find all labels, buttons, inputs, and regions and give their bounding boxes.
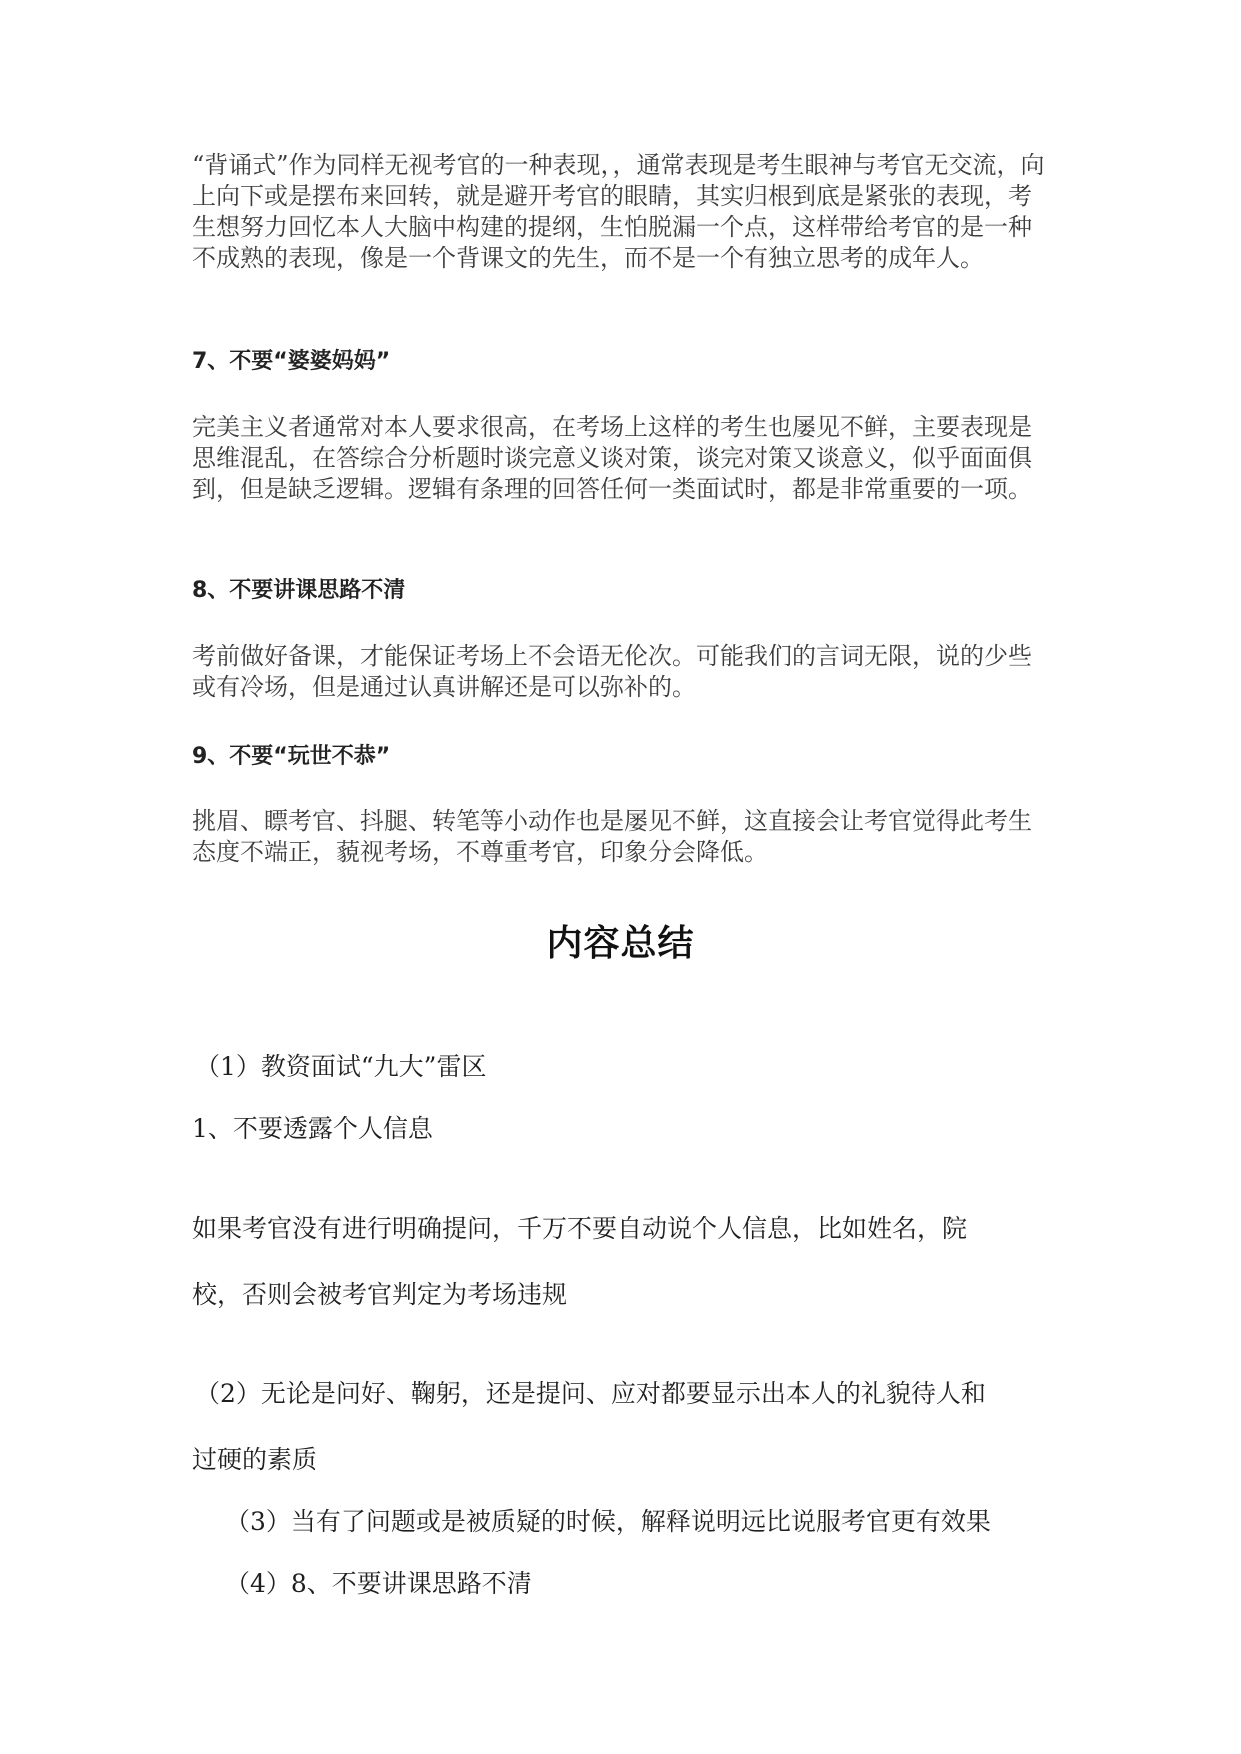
- section-8-heading: 8、不要讲课思路不清: [192, 578, 406, 603]
- summary-item-3: （3）当有了问题或是被质疑的时候，解释说明远比说服考官更有效果: [225, 1507, 991, 1536]
- section-9-heading: 9、不要“玩世不恭”: [192, 744, 391, 769]
- summary-item-2-line-2: 过硬的素质: [192, 1445, 318, 1474]
- section-8-paragraph: 考前做好备课，才能保证考场上不会语无伦次。可能我们的言词无限，说的少些或有冷场，但是通过认真讲解还是可以弥补的。: [192, 642, 1032, 701]
- section-7-heading: 7、不要“婆婆妈妈”: [192, 349, 391, 374]
- section-9-paragraph: 挑眉、瞟考官、抖腿、转笔等小动作也是屡见不鲜，这直接会让考官觉得此考生态度不端正，藐视考场，不尊重考官，印象分会降低。: [192, 807, 1032, 866]
- summary-item-1-subheading: 1、不要透露个人信息: [192, 1114, 433, 1143]
- summary-title: 内容总结: [546, 923, 695, 964]
- summary-item-1-body-line-1: 如果考官没有进行明确提问，千万不要自动说个人信息，比如姓名，院: [192, 1214, 968, 1243]
- section-6-paragraph: “背诵式”作为同样无视考官的一种表现，，通常表现是考生眼神与考官无交流，向上向下或是摆布来回转，就是避开考官的眼睛，其实归根到底是紧张的表现，考生想努力回忆本人大脑中构建的提纲，生怕脱漏一个点，这样带给考官的是一种不成熟的表现，像是一个背课文的先生，而不是一个有独立思考的成年人。: [192, 151, 1045, 272]
- section-7-paragraph: 完美主义者通常对本人要求很高，在考场上这样的考生也屡见不鲜，主要表现是思维混乱，在答综合分析题时谈完意义谈对策，谈完对策又谈意义，似乎面面俱到，但是缺乏逻辑。逻辑有条理的回答任何一类面试时，都是非常重要的一项。: [192, 413, 1032, 503]
- summary-item-1-title: （1）教资面试“九大”雷区: [195, 1052, 487, 1081]
- summary-item-1-body-line-2: 校，否则会被考官判定为考场违规: [192, 1280, 568, 1309]
- summary-item-2-line-1: （2）无论是问好、鞠躬，还是提问、应对都要显示出本人的礼貌待人和: [195, 1379, 986, 1408]
- summary-item-4: （4）8、不要讲课思路不清: [225, 1569, 532, 1598]
